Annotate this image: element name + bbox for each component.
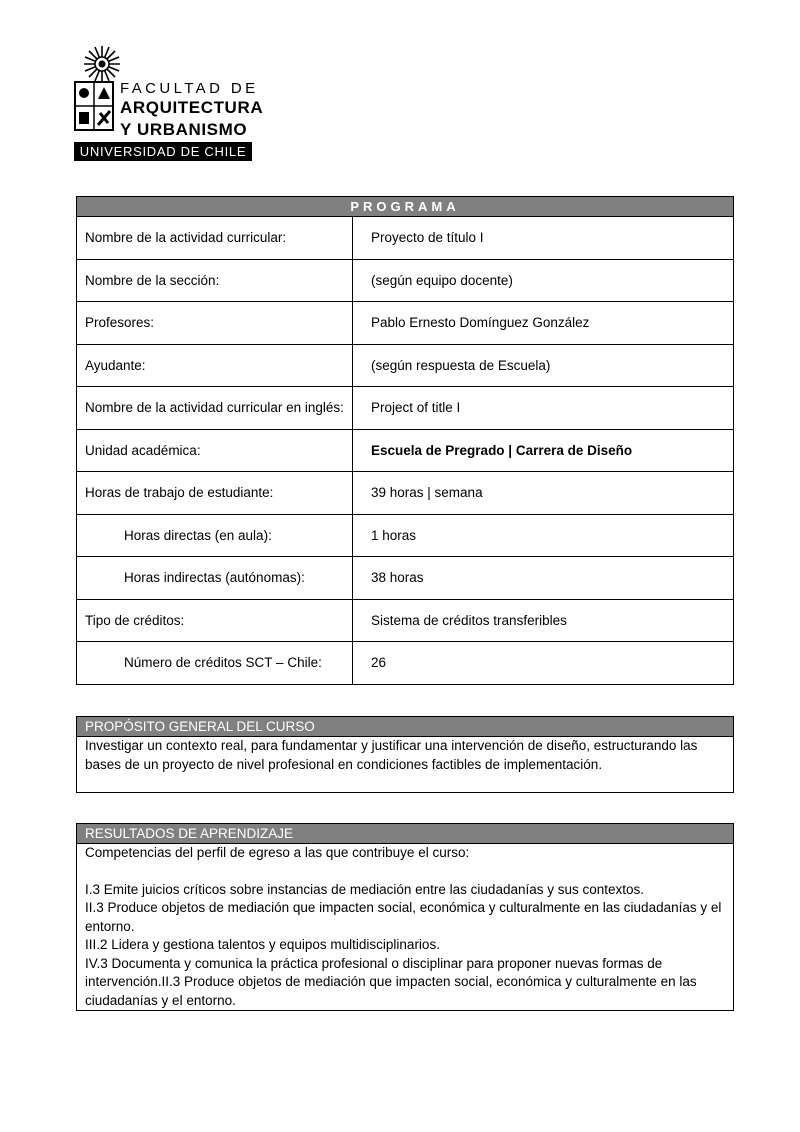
row-value: Pablo Ernesto Domínguez González bbox=[353, 302, 734, 345]
row-label: Nombre de la sección: bbox=[77, 259, 353, 302]
table-row bbox=[77, 599, 734, 642]
competencia-item: I.3 Emite juicios críticos sobre instancias de mediación entre las ciudadanías y sus contextos. bbox=[85, 881, 645, 897]
row-value: Proyecto de título I bbox=[353, 217, 734, 260]
logo-line-urbanismo: Y URBANISMO bbox=[120, 120, 248, 139]
row-label: Horas indirectas (autónomas): bbox=[77, 557, 353, 600]
resultados-intro: Competencias del perfil de egreso a las que contribuye el curso: bbox=[85, 845, 470, 860]
row-label: Tipo de créditos: bbox=[77, 599, 353, 642]
proposito-section bbox=[76, 716, 734, 793]
row-value: 39 horas | semana bbox=[353, 472, 734, 515]
table-row bbox=[77, 642, 734, 685]
logo-line-facultad: FACULTAD DE bbox=[120, 80, 259, 97]
row-label: Número de créditos SCT – Chile: bbox=[77, 642, 353, 685]
competencia-item: III.2 Lidera y gestiona talentos y equipos multidisciplinarios. bbox=[85, 937, 440, 952]
table-row bbox=[77, 557, 734, 600]
row-value: (según respuesta de Escuela) bbox=[353, 344, 734, 387]
resultados-body bbox=[77, 844, 733, 1010]
row-label: Horas de trabajo de estudiante: bbox=[77, 472, 353, 515]
row-value: 26 bbox=[353, 642, 734, 685]
proposito-title: PROPÓSITO GENERAL DEL CURSO bbox=[77, 717, 733, 737]
proposito-text: Investigar un contexto real, para fundamentar y justificar una intervención de diseño, estructurando las bases de un proyecto de nivel profesional en condiciones factibles de implementación. bbox=[85, 738, 698, 772]
table-row bbox=[77, 302, 734, 345]
row-value: Project of title I bbox=[353, 387, 734, 430]
resultados-section bbox=[76, 823, 734, 1011]
programa-table bbox=[76, 196, 734, 685]
table-row bbox=[77, 259, 734, 302]
resultados-title: RESULTADOS DE APRENDIZAJE bbox=[77, 824, 733, 844]
row-value: 38 horas bbox=[353, 557, 734, 600]
row-label: Horas directas (en aula): bbox=[77, 514, 353, 557]
row-value: Sistema de créditos transferibles bbox=[353, 599, 734, 642]
competencia-item: IV.3 Documenta y comunica la práctica profesional o disciplinar para proponer nuevas formas de intervención.II.3 Produce objetos de mediación que impacten social, económica y culturalmente en las ciudadanías y el entorno. bbox=[85, 955, 697, 1008]
table-row bbox=[77, 344, 734, 387]
faculty-logo bbox=[74, 44, 264, 162]
university-shield-icon bbox=[74, 81, 114, 131]
programa-title: PROGRAMA bbox=[77, 197, 734, 217]
proposito-body bbox=[77, 737, 733, 774]
logo-line-arquitectura: ARQUITECTURA bbox=[120, 98, 264, 117]
row-value: (según equipo docente) bbox=[353, 259, 734, 302]
row-label: Nombre de la actividad curricular: bbox=[77, 217, 353, 260]
table-row bbox=[77, 514, 734, 557]
logo-line-universidad: UNIVERSIDAD DE CHILE bbox=[74, 142, 252, 161]
row-value: 1 horas bbox=[353, 514, 734, 557]
programa-header-row bbox=[77, 197, 734, 217]
table-row bbox=[77, 387, 734, 430]
table-row bbox=[77, 217, 734, 260]
table-row bbox=[77, 429, 734, 472]
table-row bbox=[77, 472, 734, 515]
row-label: Unidad académica: bbox=[77, 429, 353, 472]
row-value: Escuela de Pregrado | Carrera de Diseño bbox=[353, 429, 734, 472]
row-label: Nombre de la actividad curricular en inglés: bbox=[77, 387, 353, 430]
sun-emblem-icon bbox=[82, 44, 122, 84]
row-label: Ayudante: bbox=[77, 344, 353, 387]
competencia-item: II.3 Produce objetos de mediación que impacten social, económica y culturalmente en las ciudadanías y el entorno. bbox=[85, 900, 722, 934]
row-label: Profesores: bbox=[77, 302, 353, 345]
